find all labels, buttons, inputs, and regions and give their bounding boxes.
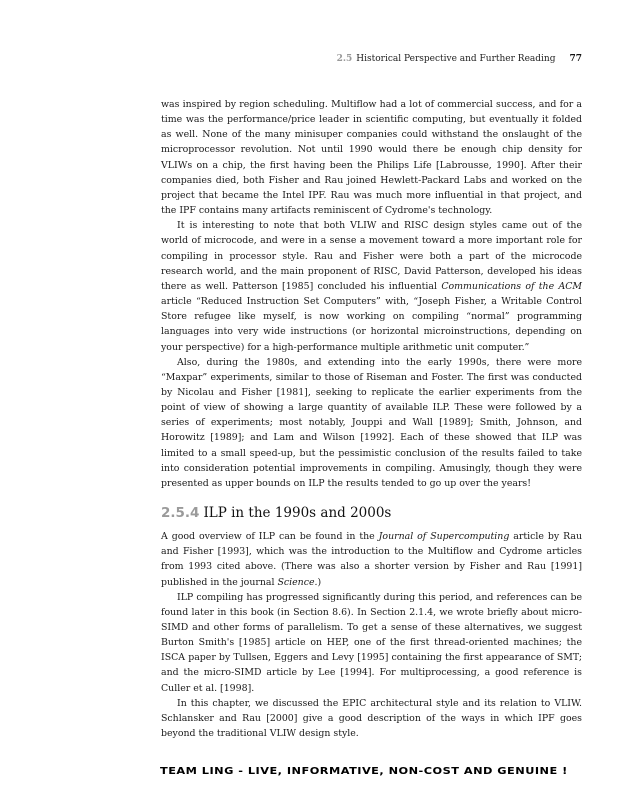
subsection-number: 2.5.4 (161, 505, 200, 522)
body-text (161, 97, 582, 741)
page-number: 77 (569, 54, 582, 64)
paragraph-4-journal-title: Journal of Supercomputing (378, 531, 510, 543)
paragraph-2 (161, 218, 582, 354)
running-head (337, 54, 582, 64)
paragraph-2-text-b: article “Reduced Instruction Set Computers” with, “Joseph Fisher, a Writable Control Store refugee like myself, is now working on compiling “normal” programming languages into very wide instructions (or horizontal microinstructions, depending on your perspective) for a high-performance multiple arithmetic unit computer.” (161, 296, 582, 353)
running-head-section-title: Historical Perspective and Further Reading (356, 54, 556, 64)
paragraph-2-journal-title: Communications of the ACM (441, 280, 582, 292)
paragraph-4-text-c: ) (317, 576, 322, 588)
paragraph-1: was inspired by region scheduling. Multiflow had a lot of commercial success, and for a time was the performance/price leader in scientific computing, but eventually it folded as well. None of the many minisuper companies could withstand the onslaught of the microprocessor revolution. Not until 1990 would there be enough chip density for VLIWs on a chip, the first having been the Philips Life [Labrousse, 1990]. After their companies died, both Fisher and Rau joined Hewlett-Packard Labs and worked on the project that became the Intel IPF. Rau was much more influential in that project, and the IPF contains many artifacts reminiscent of Cydrome's technology. (161, 99, 582, 217)
paragraph-4-journal-science: Science. (277, 576, 318, 588)
paragraph-2-text-a: It is interesting to note that both VLIW and RISC design styles came out of the world of microcode, and were in a sense a movement toward a more important role for compiling in processor style. Rau and Fisher were both a part of the microcode research world, and the main proponent of RISC, David Patterson, developed his ideas there as well. Patterson [1985] concluded his influential (161, 220, 582, 292)
paragraph-6: In this chapter, we discussed the EPIC architectural style and its relation to VLIW. Schlansker and Rau [2000] give a good description of the ways in which IPF goes beyond the traditional VLIW design style. (161, 697, 582, 740)
running-head-section-number: 2.5 (336, 54, 353, 64)
footer-watermark: TEAM LING - LIVE, INFORMATIVE, NON-COST AND GENUINE ! (160, 766, 568, 777)
subsection-title: ILP in the 1990s and 2000s (203, 505, 392, 522)
subsection-heading (161, 504, 582, 522)
paragraph-4-text-a: A good overview of ILP can be found in the (161, 531, 379, 543)
paragraph-3: Also, during the 1980s, and extending into the early 1990s, there were more “Maxpar” experiments, similar to those of Riseman and Foster. The first was conducted by Nicolau and Fisher [1981], seeking to replicate the earlier experiments from the point of view of showing a large quantity of available ILP. These were followed by a series of experiments; most notably, Jouppi and Wall [1989]; Smith, Johnson, and Horowitz [1989]; and Lam and Wilson [1992]. Each of these showed that ILP was limited to a small speed-up, but the pessimistic conclusion of the results failed to take into consideration potential improvements in compiling. Amusingly, though they were presented as upper bounds on ILP the results tended to go up over the years! (161, 356, 582, 489)
paragraph-5: ILP compiling has progressed significantly during this period, and references can be found later in this book (in Section 8.6). In Section 2.1.4, we wrote briefly about micro-SIMD and other forms of parallelism. To get a sense of these alternatives, we suggest Burton Smith's [1985] article on HEP, one of the first thread-oriented machines; the ISCA paper by Tullsen, Eggers and Levy [1995] containing the first appearance of SMT; and the micro-SIMD article by Lee [1994]. For multiprocessing, a good reference is Culler et al. [1998]. (161, 591, 582, 694)
paragraph-4 (161, 529, 582, 590)
paragraph-4-text-b: article by Rau and Fisher [1993], which was the introduction to the Multiflow and Cydrome articles from 1993 cited above. (There was also a shorter version by Fisher and Rau [1991] published in the journal (161, 531, 582, 588)
